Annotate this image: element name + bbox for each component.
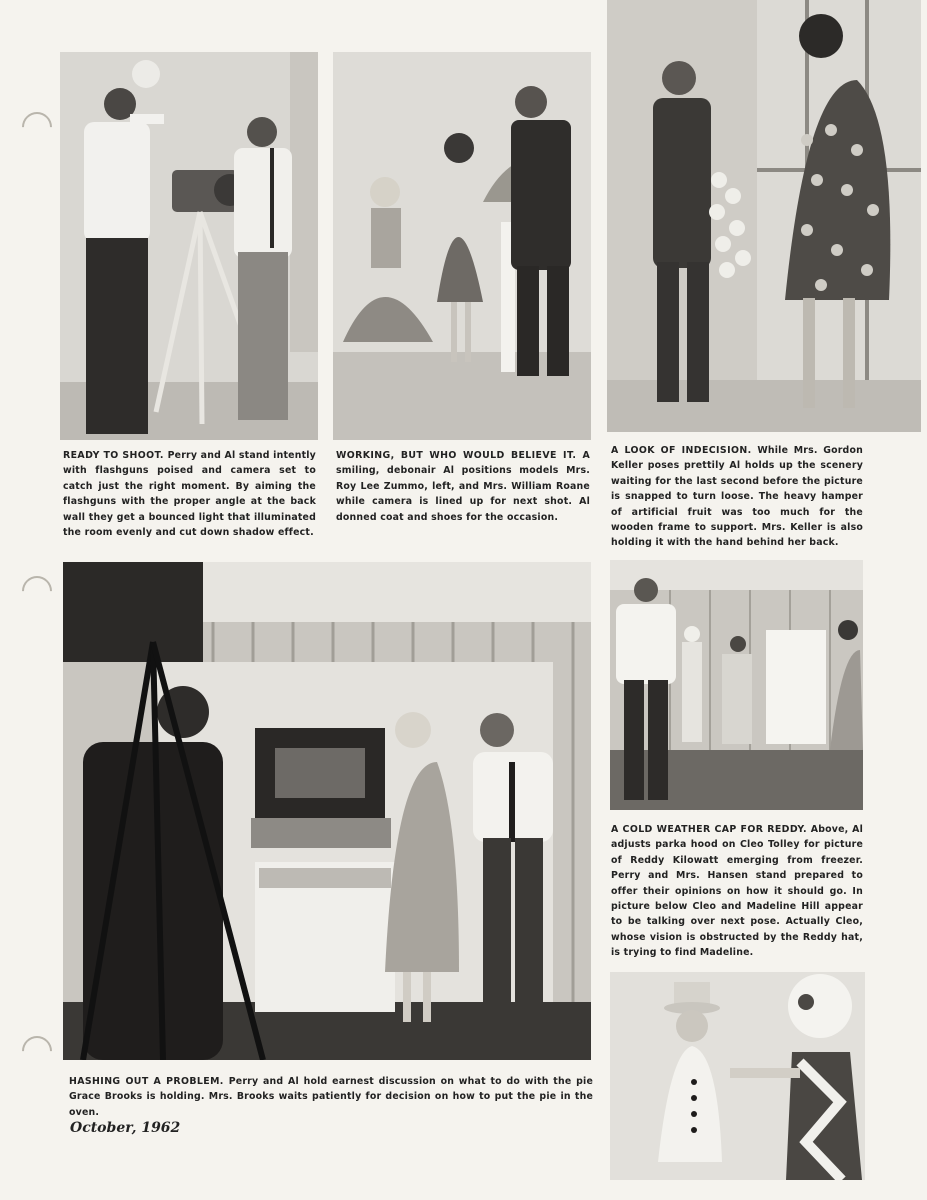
caption-hashing-out-a-problem-heading: HASHING OUT A PROBLEM. bbox=[69, 1076, 229, 1087]
caption-look-of-indecision-body: While Mrs. Gordon Keller poses prettily Al holds up the scenery waiting for the last second before the picture is snapped to turn loose. The heavy hamper of artificial fruit was too much for the wooden frame to support. Mrs. Keller is also holding it with the hand behind her back. bbox=[611, 445, 863, 549]
caption-ready-to-shoot bbox=[63, 448, 316, 540]
caption-working-models-body: A smiling, debonair Al positions models Mrs. Roy Lee Zummo, left, and Mrs. William Roane while camera is lined up for next shot. Al donned coat and shoes for the occasion. bbox=[336, 450, 590, 523]
binder-hole-middle bbox=[16, 570, 58, 612]
photo-cold-weather-cap bbox=[610, 560, 863, 810]
caption-look-of-indecision-heading: A LOOK OF INDECISION. bbox=[611, 445, 758, 456]
binder-hole-top bbox=[16, 106, 58, 148]
photo-hashing-out-a-problem bbox=[63, 562, 591, 1060]
binder-hole-bottom bbox=[16, 1030, 58, 1072]
photo-working-models bbox=[333, 52, 591, 440]
caption-hashing-out-a-problem-body: Perry and Al hold earnest discussion on what to do with the pie Grace Brooks is holding. Mrs. Brooks waits patiently for decision on how to put the pie in the oven. bbox=[69, 1076, 593, 1118]
issue-date: October, 1962 bbox=[70, 1120, 181, 1136]
photo-ready-to-shoot bbox=[60, 52, 318, 440]
caption-ready-to-shoot-body: Perry and Al stand intently with flashguns poised and camera set to catch just the right moment. By aiming the flashguns with the proper angle at the back wall they get a bounced light that illuminated the room evenly and cut down shadow effect. bbox=[63, 450, 316, 539]
caption-cold-weather-cap-heading: A COLD WEATHER CAP FOR REDDY. bbox=[611, 824, 811, 835]
photo-cleo-and-madeline bbox=[610, 972, 865, 1180]
caption-working-models-heading: WORKING, BUT WHO WOULD BELIEVE IT. bbox=[336, 450, 583, 461]
caption-ready-to-shoot-heading: READY TO SHOOT. bbox=[63, 450, 168, 461]
caption-working-models bbox=[336, 448, 590, 525]
caption-look-of-indecision bbox=[611, 443, 863, 551]
caption-cold-weather-cap bbox=[611, 822, 863, 961]
photo-look-of-indecision bbox=[607, 0, 921, 432]
caption-hashing-out-a-problem bbox=[69, 1074, 593, 1120]
caption-cold-weather-cap-body: Above, Al adjusts parka hood on Cleo Tolley for picture of Reddy Kilowatt emerging from freezer. Perry and Mrs. Hansen stand prepared to offer their opinions on how it should go. In picture below Cleo and Madeline Hill appear to be talking over next pose. Actually Cleo, whose vision is obstructed by the Reddy hat, is trying to find Madeline. bbox=[611, 824, 863, 959]
